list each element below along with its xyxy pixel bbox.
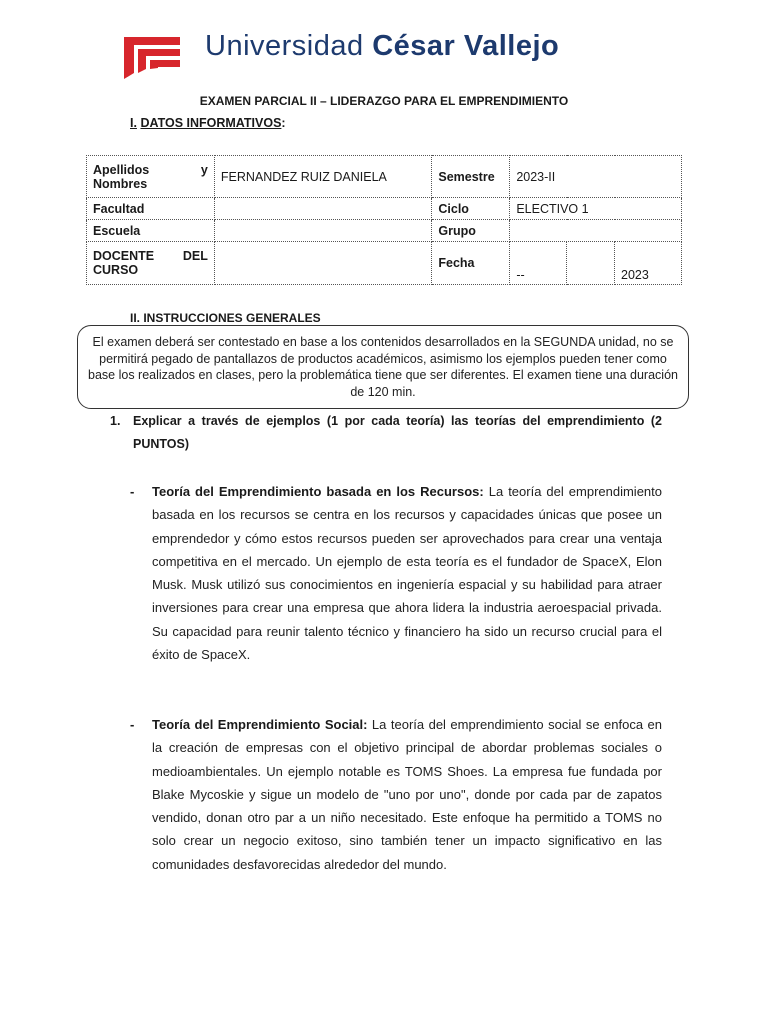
answer-text: La teoría del emprendimiento basada en los recursos se centra en los recursos y capacidades únicas que posee un emprendedor y cómo estos recursos pueden ser aprovechados para crear una ventaja competitiva en el mercado. Un ejemplo de esta teoría es el fundador de SpaceX, Elon Musk. Musk utilizó sus conocimientos en ingeniería espacial y su habilidad para atraer inversiones para crear una empresa que ahora lidera la industria aeroespacial privada. Su capacidad para reunir talento técnico y financiero ha sido un recurso crucial para el éxito de SpaceX. xyxy=(152,484,662,663)
fecha-year: 2023 xyxy=(615,242,682,285)
docente-value xyxy=(214,242,432,285)
answer-heading: Teoría del Emprendimiento Social: xyxy=(152,717,368,732)
university-logo-icon xyxy=(122,33,182,79)
table-row xyxy=(87,242,682,285)
student-info-table xyxy=(86,155,682,285)
fecha-day: -- xyxy=(510,242,567,285)
fecha-label: Fecha xyxy=(432,242,510,285)
section-2-heading: II. INSTRUCCIONES GENERALES xyxy=(130,311,321,325)
semestre-label: Semestre xyxy=(432,156,510,198)
answer-text: La teoría del emprendimiento social se enfoca en la creación de empresas con el objetivo principal de abordar problemas sociales o medioambientales. Un ejemplo notable es TOMS Shoes. La empresa fue fundada por Blake Mycoskie y sigue un modelo de "uno por uno", donde por cada par de zapatos vendido, donan otro par a un niño necesitado. Este enfoque ha permitido a TOMS no solo crear un negocio exitoso, sino también tener un impacto significativo en las comunidades desfavorecidas alrededor del mundo. xyxy=(152,717,662,872)
apellidos-label-cell: Apellidos y Nombres xyxy=(87,156,215,198)
question-text: Explicar a través de ejemplos (1 por cada teoría) las teorías del emprendimiento (2 PUNTOS) xyxy=(133,414,662,451)
answer-item xyxy=(130,713,662,876)
table-row xyxy=(87,220,682,242)
section-1-heading: I. DATOS INFORMATIVOS: xyxy=(130,116,286,130)
grupo-label: Grupo xyxy=(432,220,510,242)
fecha-month xyxy=(567,242,615,285)
facultad-value xyxy=(214,198,432,220)
university-name: Universidad César Vallejo xyxy=(205,30,560,62)
question-number: 1. xyxy=(110,414,121,428)
question-1 xyxy=(110,410,662,456)
semestre-value: 2023-II xyxy=(510,156,682,198)
apellidos-value: FERNANDEZ RUIZ DANIELA xyxy=(214,156,432,198)
facultad-label: Facultad xyxy=(87,198,215,220)
table-row xyxy=(87,156,682,198)
docente-label-cell: DOCENTE DEL CURSO xyxy=(87,242,215,285)
grupo-value xyxy=(510,220,682,242)
bullet-dash: - xyxy=(130,484,135,499)
answer-heading: Teoría del Emprendimiento basada en los Recursos: xyxy=(152,484,484,499)
answer-item xyxy=(130,480,662,666)
ciclo-label: Ciclo xyxy=(432,198,510,220)
exam-title: EXAMEN PARCIAL II – LIDERAZGO PARA EL EMPRENDIMIENTO xyxy=(199,94,569,108)
ciclo-value: ELECTIVO 1 xyxy=(510,198,682,220)
table-row xyxy=(87,198,682,220)
escuela-label: Escuela xyxy=(87,220,215,242)
bullet-dash: - xyxy=(130,717,135,732)
escuela-value xyxy=(214,220,432,242)
instructions-box: El examen deberá ser contestado en base a los contenidos desarrollados en la SEGUNDA unidad, no se permitirá pegado de pantallazos de productos académicos, asimismo los ejemplos pueden tener como base los realizados en clases, pero la problemática tiene que ser diferentes. El examen tiene una duración de 120 min. xyxy=(77,325,689,409)
